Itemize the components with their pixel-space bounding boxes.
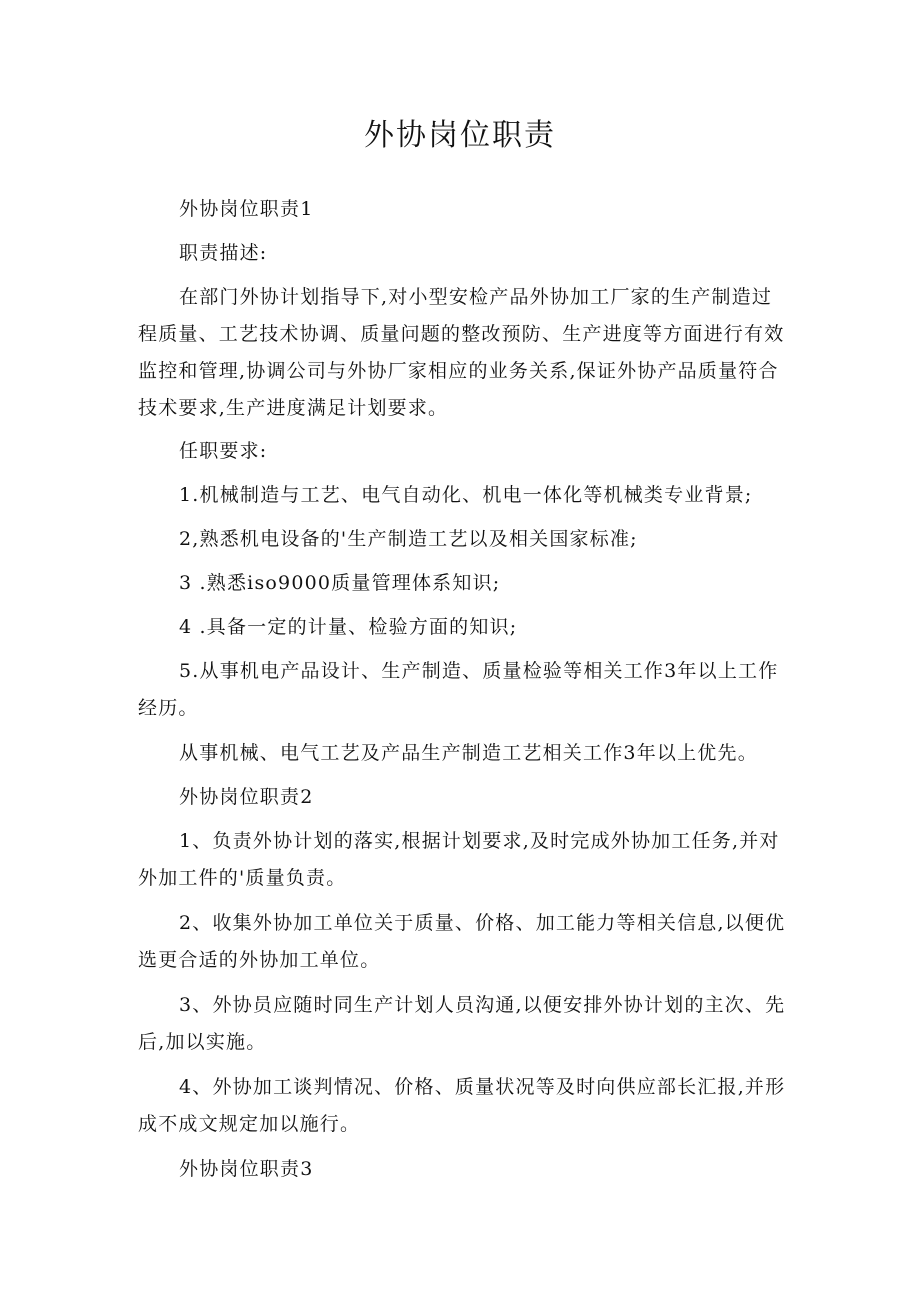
requirement-item-3: 3 .熟悉iso9000质量管理体系知识; xyxy=(179,572,501,594)
requirements-label: 任职要求: xyxy=(179,440,268,462)
requirement-item-1: 1.机械制造与工艺、电气自动化、机电一体化等机械类专业背景; xyxy=(179,484,753,506)
section-1-heading: 外协岗位职责1 xyxy=(179,198,314,220)
page-title: 外协岗位职责 xyxy=(364,118,556,153)
requirement-item-5: 5.从事机电产品设计、生产制造、质量检验等相关工作3年以上工作经历。 xyxy=(138,660,779,719)
requirement-item-4: 4 .具备一定的计量、检验方面的知识; xyxy=(179,616,518,638)
section-3-heading: 外协岗位职责3 xyxy=(179,1158,314,1180)
duty-description-text: 在部门外协计划指导下,对小型安检产品外协加工厂家的生产制造过程质量、工艺技术协调、质量问题的整改预防、生产进度等方面进行有效监控和管理,协调公司与外协厂家相应的业务关系,保证外协产品质量符合技术要求,生产进度满足计划要求。 xyxy=(138,286,785,419)
requirement-item-2: 2,熟悉机电设备的'生产制造工艺以及相关国家标准; xyxy=(179,528,638,550)
duty-description-label: 职责描述: xyxy=(179,242,268,264)
section-2-item-2: 2、收集外协加工单位关于质量、价格、加工能力等相关信息,以便优选更合适的外协加工单位。 xyxy=(138,912,786,971)
section-2-item-4: 4、外协加工谈判情况、价格、质量状况等及时向供应部长汇报,并形成不成文规定加以施行。 xyxy=(138,1076,786,1135)
section-2-item-3: 3、外协员应随时同生产计划人员沟通,以便安排外协计划的主次、先后,加以实施。 xyxy=(138,994,786,1053)
section-2-heading: 外协岗位职责2 xyxy=(179,786,314,808)
requirement-preferred: 从事机械、电气工艺及产品生产制造工艺相关工作3年以上优先。 xyxy=(179,742,758,764)
section-2-item-1: 1、负责外协计划的落实,根据计划要求,及时完成外协加工任务,并对外加工件的'质量负责。 xyxy=(138,830,780,889)
